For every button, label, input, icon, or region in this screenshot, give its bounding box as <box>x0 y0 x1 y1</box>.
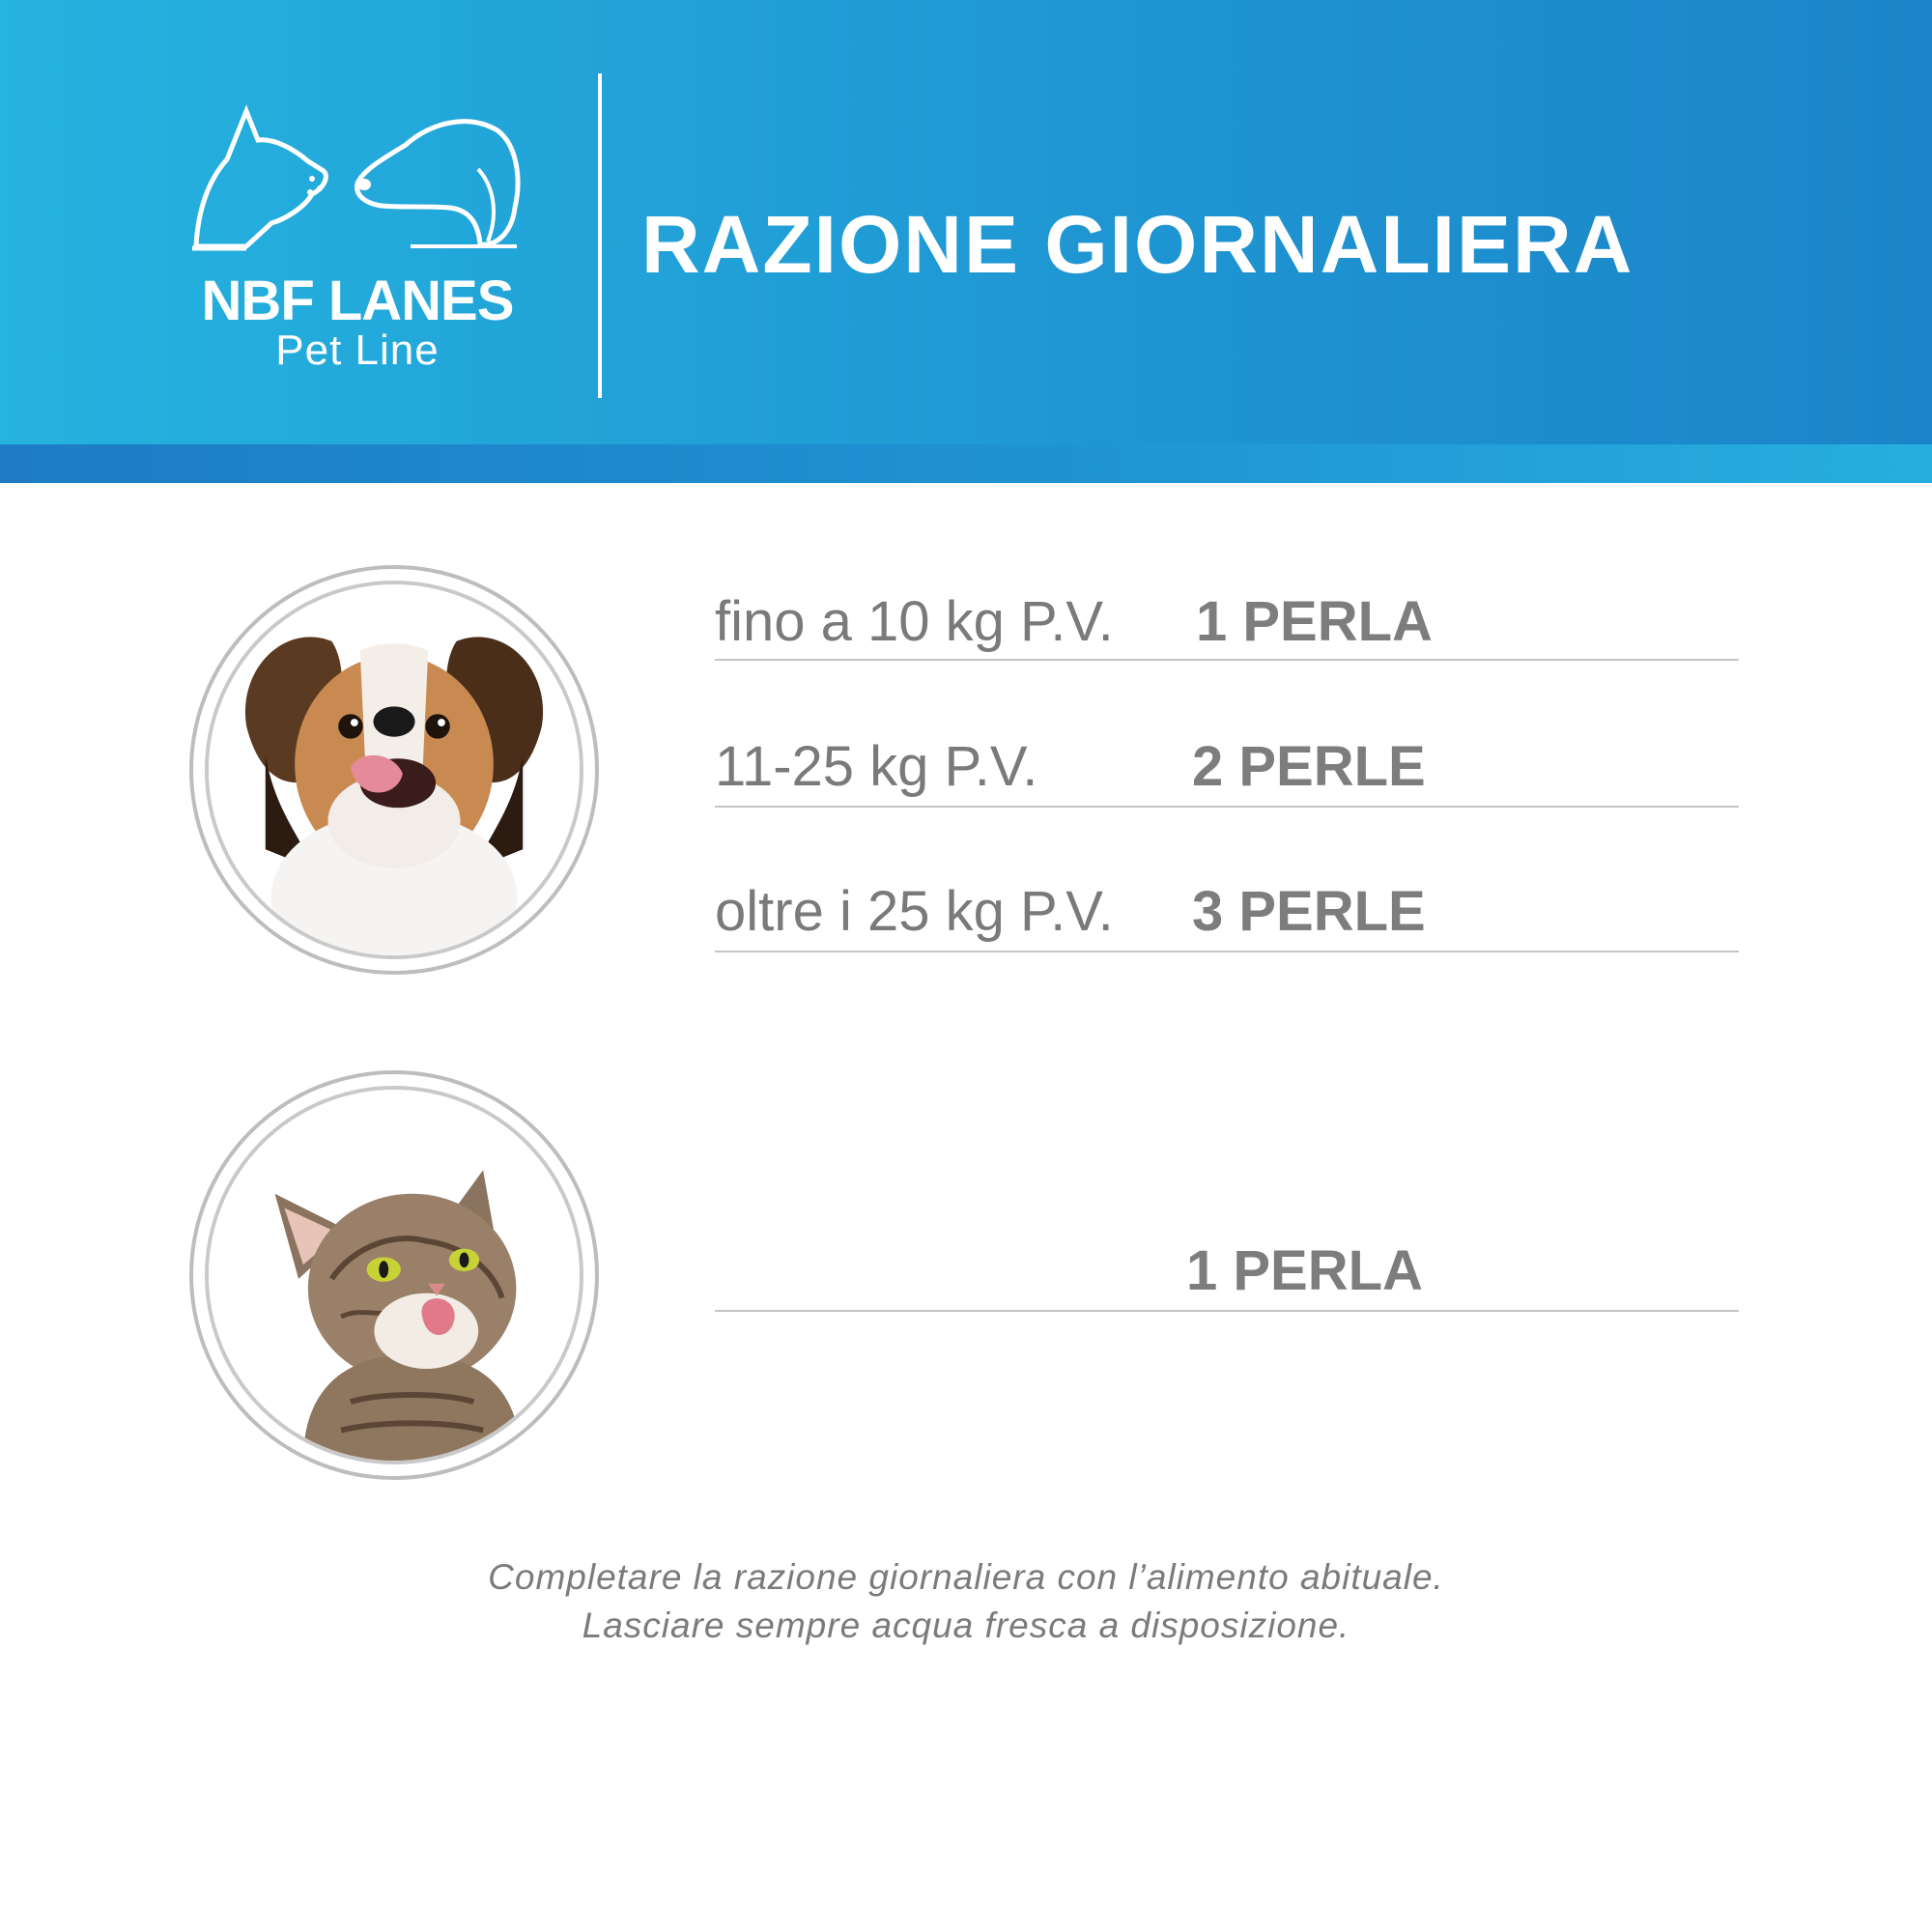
dog-dose-1: 1 PERLA <box>1196 590 1433 653</box>
dog-weight-3: oltre i 25 kg P.V. <box>715 880 1114 943</box>
cat-photo <box>209 1090 580 1461</box>
note-line-2: Lasciare sempre acqua fresca a disposizione. <box>582 1605 1350 1645</box>
page-title: RAZIONE GIORNALIERA <box>641 199 1634 290</box>
cat-dog-logo-icon <box>188 101 526 270</box>
dog-weight-2: 11-25 kg P.V. <box>715 735 1038 798</box>
brand-name: NBF LANES <box>201 270 514 332</box>
dog-photo <box>209 584 580 955</box>
header-banner <box>0 0 1932 444</box>
note-line-1: Completare la razione giornaliera con l’alimento abituale. <box>488 1557 1444 1597</box>
dog-dose-2: 2 PERLE <box>1192 735 1426 798</box>
table-row-divider <box>715 806 1739 808</box>
dog-weight-1: fino a 10 kg P.V. <box>715 590 1114 653</box>
header-strip <box>0 444 1932 483</box>
table-row-divider <box>715 1310 1739 1312</box>
dog-dose-3: 3 PERLE <box>1192 880 1426 943</box>
cat-avatar <box>189 1070 599 1480</box>
header-divider <box>598 73 602 398</box>
cat-dose: 1 PERLA <box>1186 1239 1423 1302</box>
dog-avatar <box>189 565 599 975</box>
table-row-divider <box>715 659 1739 661</box>
table-row-divider <box>715 951 1739 952</box>
brand-subtitle: Pet Line <box>275 327 440 374</box>
